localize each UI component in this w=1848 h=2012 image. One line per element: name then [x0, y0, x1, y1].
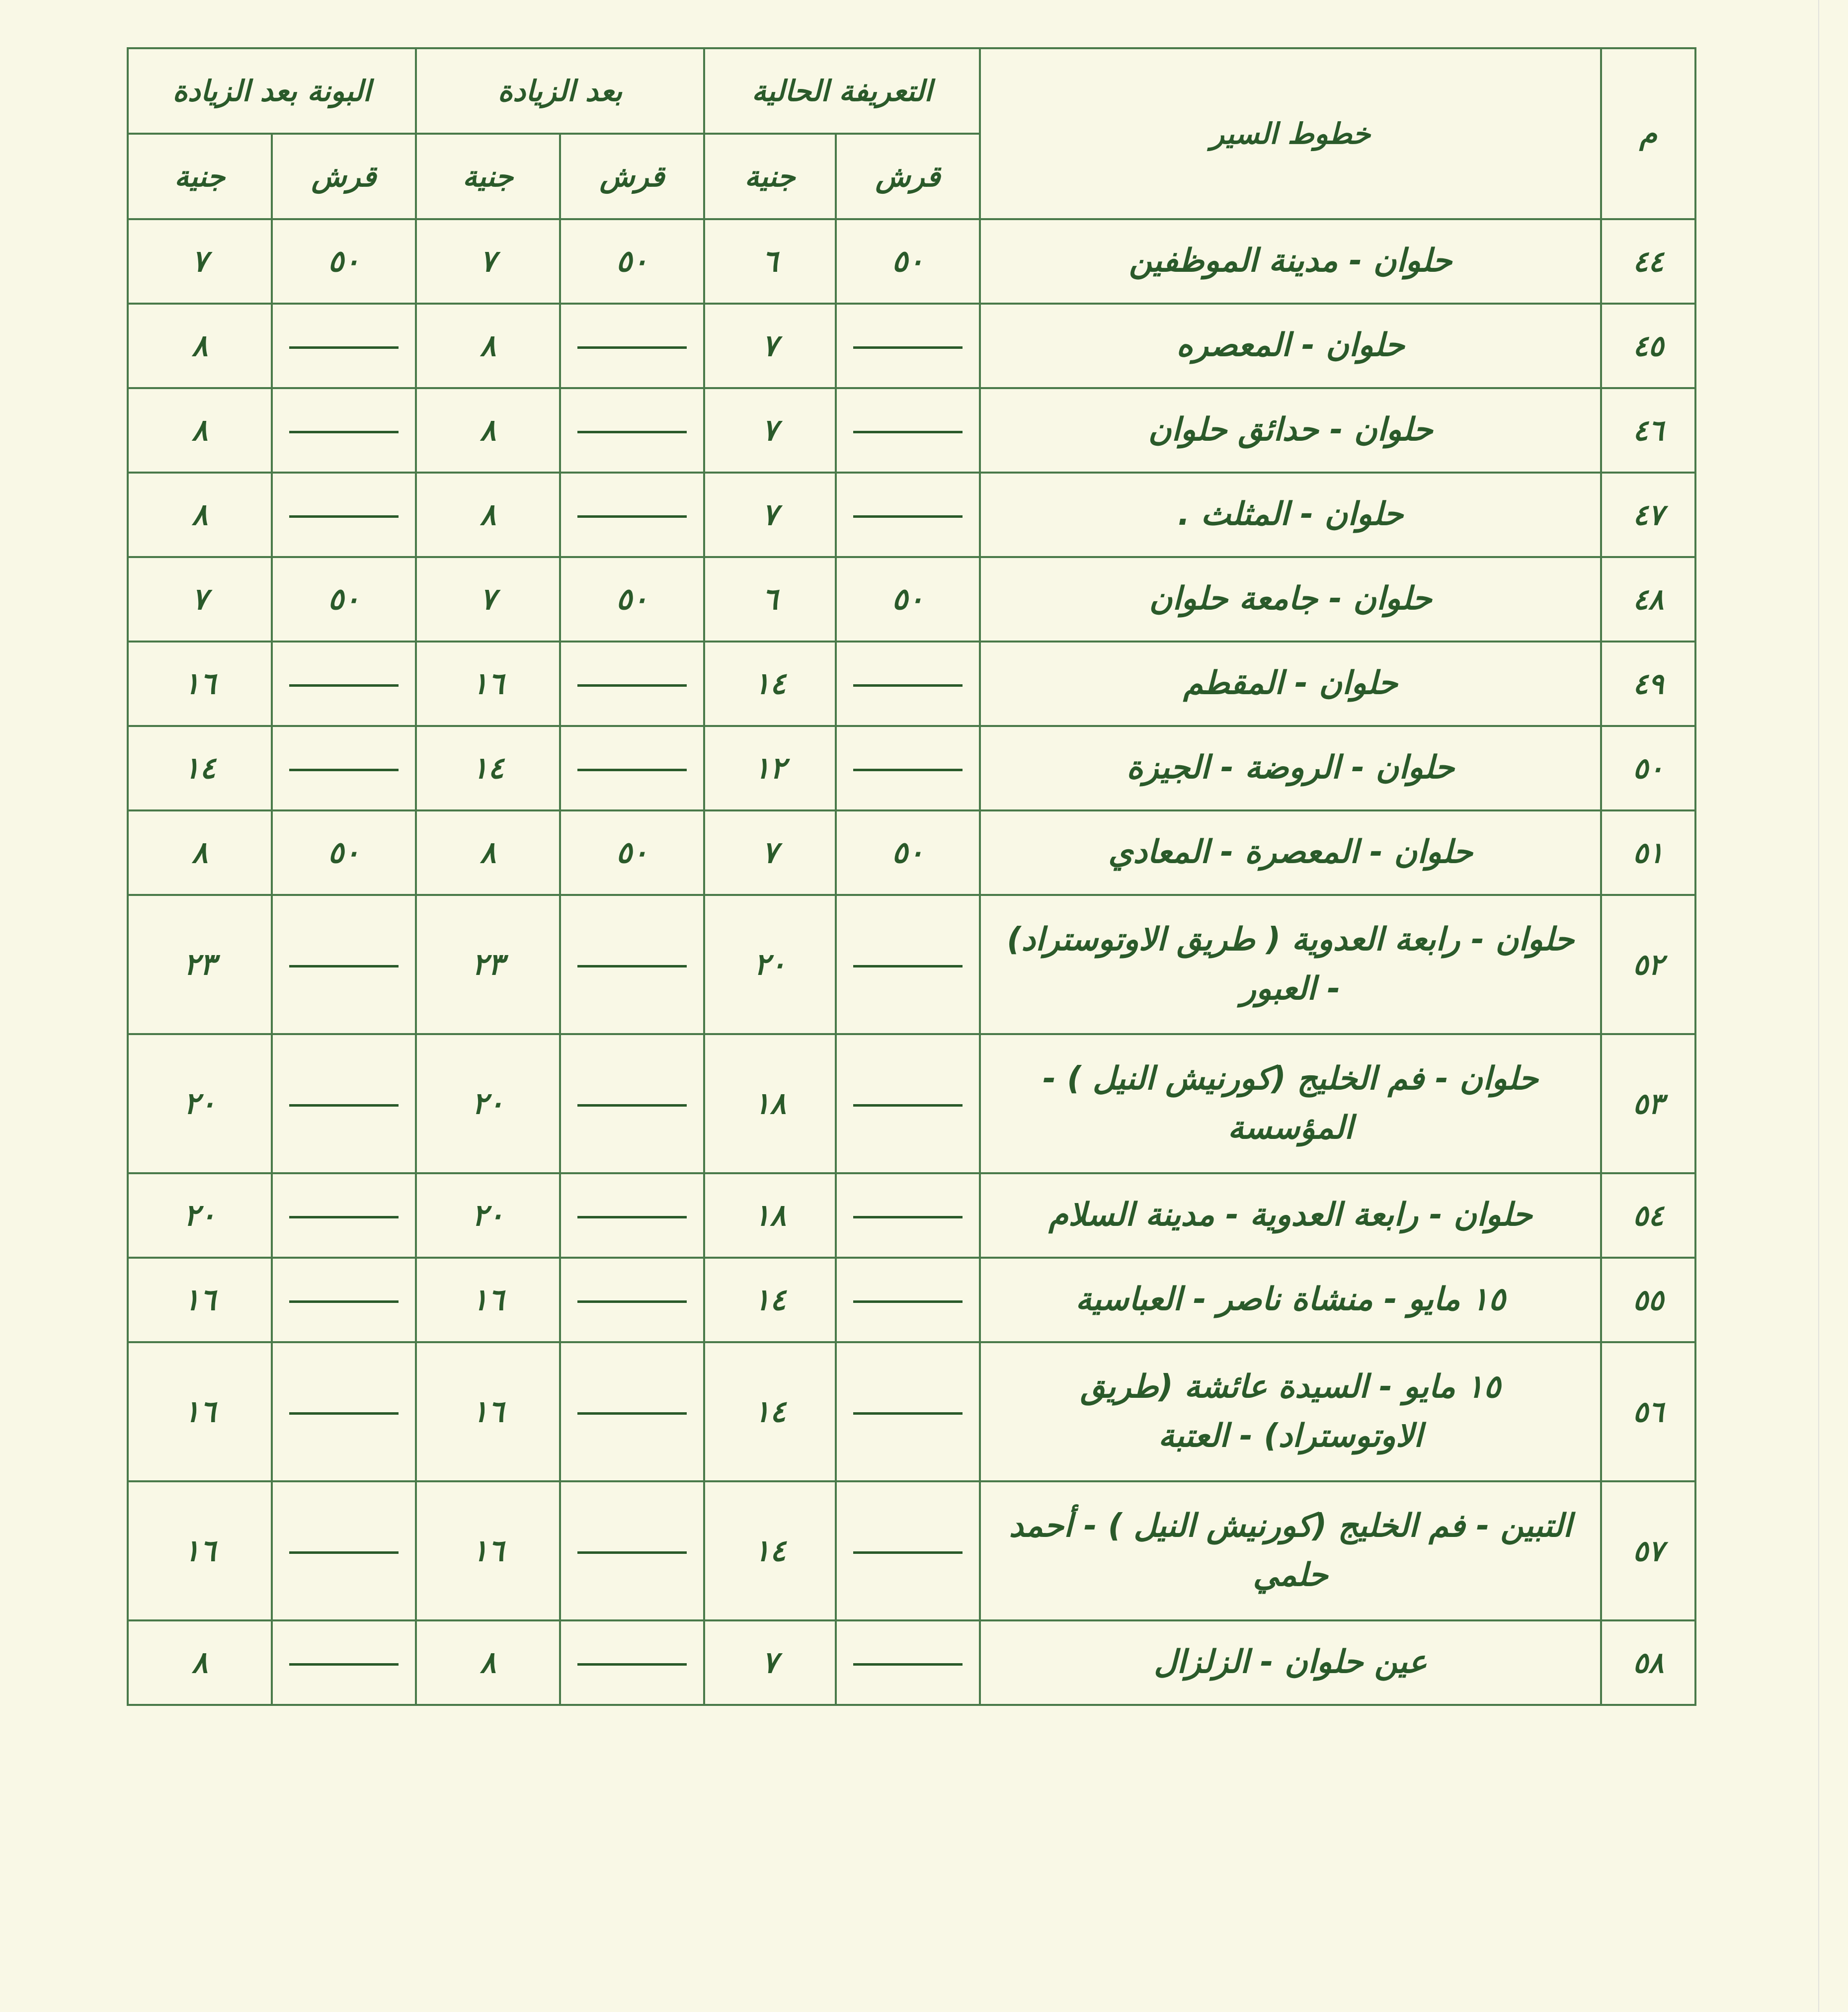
empty-dash	[853, 769, 963, 771]
pass-piaster	[272, 388, 416, 473]
empty-dash	[289, 346, 399, 349]
increase-piaster	[560, 1342, 704, 1481]
current-piaster	[836, 1173, 980, 1258]
pass-piaster: ٥٠	[272, 810, 416, 895]
row-number: ٥٤	[1601, 1173, 1695, 1258]
pass-piaster	[272, 1481, 416, 1620]
pass-pound: ١٦	[128, 642, 272, 726]
increase-piaster: ٥٠	[560, 810, 704, 895]
table-row	[128, 219, 1695, 304]
table-row	[128, 1620, 1695, 1705]
increase-piaster	[560, 388, 704, 473]
current-pound: ٦	[704, 219, 836, 304]
empty-dash	[853, 1551, 963, 1554]
empty-dash	[853, 1663, 963, 1666]
empty-dash	[577, 1412, 687, 1415]
current-pound: ١٤	[704, 1258, 836, 1342]
subheader-pass-pound: جنية	[128, 134, 272, 219]
route-name: ١٥ مايو - السيدة عائشة (طريق الاوتوستراد) - العتبة	[980, 1342, 1601, 1481]
empty-dash	[853, 431, 963, 433]
current-piaster	[836, 895, 980, 1034]
current-pound: ١٨	[704, 1173, 836, 1258]
increase-pound: ١٦	[416, 1342, 560, 1481]
row-number: ٥٦	[1601, 1342, 1695, 1481]
table-row	[128, 388, 1695, 473]
pass-piaster	[272, 304, 416, 388]
pass-piaster	[272, 642, 416, 726]
empty-dash	[577, 684, 687, 687]
current-pound: ٧	[704, 304, 836, 388]
current-piaster	[836, 1034, 980, 1173]
increase-pound: ٨	[416, 1620, 560, 1705]
increase-piaster	[560, 304, 704, 388]
current-pound: ٢٠	[704, 895, 836, 1034]
empty-dash	[289, 1216, 399, 1218]
row-number: ٥٥	[1601, 1258, 1695, 1342]
increase-piaster	[560, 1620, 704, 1705]
row-number: ٤٧	[1601, 473, 1695, 557]
header-pass-after-increase: البونة بعد الزيادة	[128, 48, 416, 134]
increase-piaster	[560, 1173, 704, 1258]
row-number: ٥٠	[1601, 726, 1695, 810]
current-pound: ١٨	[704, 1034, 836, 1173]
current-piaster	[836, 1342, 980, 1481]
empty-dash	[577, 769, 687, 771]
increase-pound: ٨	[416, 388, 560, 473]
empty-dash	[853, 1300, 963, 1303]
current-piaster	[836, 473, 980, 557]
increase-piaster: ٥٠	[560, 557, 704, 642]
current-piaster	[836, 726, 980, 810]
increase-piaster	[560, 473, 704, 557]
current-piaster	[836, 304, 980, 388]
table-row	[128, 1034, 1695, 1173]
route-name: حلوان - حدائق حلوان	[980, 388, 1601, 473]
empty-dash	[577, 1216, 687, 1218]
current-pound: ٧	[704, 1620, 836, 1705]
pass-piaster: ٥٠	[272, 557, 416, 642]
table-row	[128, 1173, 1695, 1258]
current-piaster	[836, 642, 980, 726]
pass-piaster	[272, 473, 416, 557]
page-edge-line	[1818, 0, 1819, 2012]
empty-dash	[289, 684, 399, 687]
pass-piaster: ٥٠	[272, 219, 416, 304]
row-number: ٤٩	[1601, 642, 1695, 726]
empty-dash	[577, 965, 687, 967]
pass-piaster	[272, 1034, 416, 1173]
route-name: حلوان - فم الخليج (كورنيش النيل ) - المؤسسة	[980, 1034, 1601, 1173]
current-piaster: ٥٠	[836, 219, 980, 304]
increase-piaster	[560, 1258, 704, 1342]
current-pound: ٧	[704, 388, 836, 473]
empty-dash	[853, 684, 963, 687]
row-number: ٤٦	[1601, 388, 1695, 473]
route-name: ١٥ مايو - منشاة ناصر - العباسية	[980, 1258, 1601, 1342]
fare-table-body	[128, 219, 1695, 1705]
empty-dash	[577, 1300, 687, 1303]
header-index: م	[1601, 48, 1695, 219]
empty-dash	[577, 1104, 687, 1107]
empty-dash	[577, 1551, 687, 1554]
table-row	[128, 304, 1695, 388]
route-name: حلوان - المعصرة - المعادي	[980, 810, 1601, 895]
pass-piaster	[272, 895, 416, 1034]
pass-pound: ٢٠	[128, 1034, 272, 1173]
route-name: عين حلوان - الزلزال	[980, 1620, 1601, 1705]
current-piaster	[836, 1258, 980, 1342]
empty-dash	[853, 515, 963, 518]
increase-piaster	[560, 1481, 704, 1620]
route-name: حلوان - الروضة - الجيزة	[980, 726, 1601, 810]
row-number: ٥٧	[1601, 1481, 1695, 1620]
subheader-increase-piaster: قرش	[560, 134, 704, 219]
current-pound: ١٢	[704, 726, 836, 810]
table-row	[128, 726, 1695, 810]
current-pound: ١٤	[704, 642, 836, 726]
current-pound: ٧	[704, 810, 836, 895]
increase-pound: ٨	[416, 473, 560, 557]
increase-pound: ٨	[416, 810, 560, 895]
empty-dash	[289, 515, 399, 518]
empty-dash	[289, 431, 399, 433]
pass-pound: ٨	[128, 810, 272, 895]
pass-piaster	[272, 1258, 416, 1342]
empty-dash	[577, 346, 687, 349]
pass-pound: ١٤	[128, 726, 272, 810]
current-piaster: ٥٠	[836, 557, 980, 642]
increase-pound: ٧	[416, 219, 560, 304]
pass-pound: ٨	[128, 388, 272, 473]
header-after-increase: بعد الزيادة	[416, 48, 704, 134]
subheader-current-piaster: قرش	[836, 134, 980, 219]
row-number: ٥١	[1601, 810, 1695, 895]
subheader-increase-pound: جنية	[416, 134, 560, 219]
empty-dash	[853, 1104, 963, 1107]
header-current-tariff: التعريفة الحالية	[704, 48, 980, 134]
increase-piaster: ٥٠	[560, 219, 704, 304]
increase-pound: ١٦	[416, 1481, 560, 1620]
increase-piaster	[560, 642, 704, 726]
increase-piaster	[560, 895, 704, 1034]
route-name: حلوان - المعصره	[980, 304, 1601, 388]
row-number: ٥٣	[1601, 1034, 1695, 1173]
current-piaster	[836, 388, 980, 473]
table-row	[128, 642, 1695, 726]
fare-table	[127, 47, 1696, 1706]
header-route: خطوط السير	[980, 48, 1601, 219]
empty-dash	[289, 769, 399, 771]
pass-piaster	[272, 1342, 416, 1481]
increase-pound: ١٤	[416, 726, 560, 810]
table-row	[128, 557, 1695, 642]
current-pound: ١٤	[704, 1342, 836, 1481]
route-name: حلوان - مدينة الموظفين	[980, 219, 1601, 304]
increase-pound: ٢٠	[416, 1173, 560, 1258]
current-pound: ١٤	[704, 1481, 836, 1620]
pass-pound: ١٦	[128, 1481, 272, 1620]
pass-pound: ٧	[128, 219, 272, 304]
increase-pound: ١٦	[416, 1258, 560, 1342]
pass-piaster	[272, 726, 416, 810]
table-row	[128, 473, 1695, 557]
current-piaster	[836, 1620, 980, 1705]
current-pound: ٧	[704, 473, 836, 557]
route-name: حلوان - المقطم	[980, 642, 1601, 726]
increase-piaster	[560, 726, 704, 810]
table-row	[128, 1481, 1695, 1620]
increase-pound: ٧	[416, 557, 560, 642]
empty-dash	[577, 431, 687, 433]
subheader-pass-piaster: قرش	[272, 134, 416, 219]
empty-dash	[577, 1663, 687, 1666]
empty-dash	[289, 1104, 399, 1107]
empty-dash	[853, 1216, 963, 1218]
pass-pound: ٢٣	[128, 895, 272, 1034]
route-name: حلوان - رابعة العدوية ( طريق الاوتوستراد) - العبور	[980, 895, 1601, 1034]
empty-dash	[853, 1412, 963, 1415]
increase-pound: ٢٠	[416, 1034, 560, 1173]
current-piaster	[836, 1481, 980, 1620]
route-name: حلوان - المثلث .	[980, 473, 1601, 557]
route-name: التبين - فم الخليج (كورنيش النيل ) - أحمد حلمي	[980, 1481, 1601, 1620]
row-number: ٥٢	[1601, 895, 1695, 1034]
increase-piaster	[560, 1034, 704, 1173]
table-row	[128, 1258, 1695, 1342]
route-name: حلوان - رابعة العدوية - مدينة السلام	[980, 1173, 1601, 1258]
pass-pound: ٨	[128, 1620, 272, 1705]
route-name: حلوان - جامعة حلوان	[980, 557, 1601, 642]
increase-pound: ٢٣	[416, 895, 560, 1034]
empty-dash	[853, 346, 963, 349]
increase-pound: ٨	[416, 304, 560, 388]
empty-dash	[289, 1551, 399, 1554]
pass-pound: ٧	[128, 557, 272, 642]
empty-dash	[289, 1412, 399, 1415]
row-number: ٤٨	[1601, 557, 1695, 642]
pass-piaster	[272, 1173, 416, 1258]
pass-pound: ٢٠	[128, 1173, 272, 1258]
current-pound: ٦	[704, 557, 836, 642]
empty-dash	[289, 965, 399, 967]
empty-dash	[853, 965, 963, 967]
table-row	[128, 1342, 1695, 1481]
empty-dash	[289, 1663, 399, 1666]
empty-dash	[289, 1300, 399, 1303]
subheader-current-pound: جنية	[704, 134, 836, 219]
row-number: ٥٨	[1601, 1620, 1695, 1705]
pass-pound: ١٦	[128, 1342, 272, 1481]
empty-dash	[577, 515, 687, 518]
pass-pound: ٨	[128, 304, 272, 388]
pass-piaster	[272, 1620, 416, 1705]
row-number: ٤٤	[1601, 219, 1695, 304]
current-piaster: ٥٠	[836, 810, 980, 895]
table-row	[128, 895, 1695, 1034]
pass-pound: ١٦	[128, 1258, 272, 1342]
increase-pound: ١٦	[416, 642, 560, 726]
table-row	[128, 810, 1695, 895]
row-number: ٤٥	[1601, 304, 1695, 388]
pass-pound: ٨	[128, 473, 272, 557]
